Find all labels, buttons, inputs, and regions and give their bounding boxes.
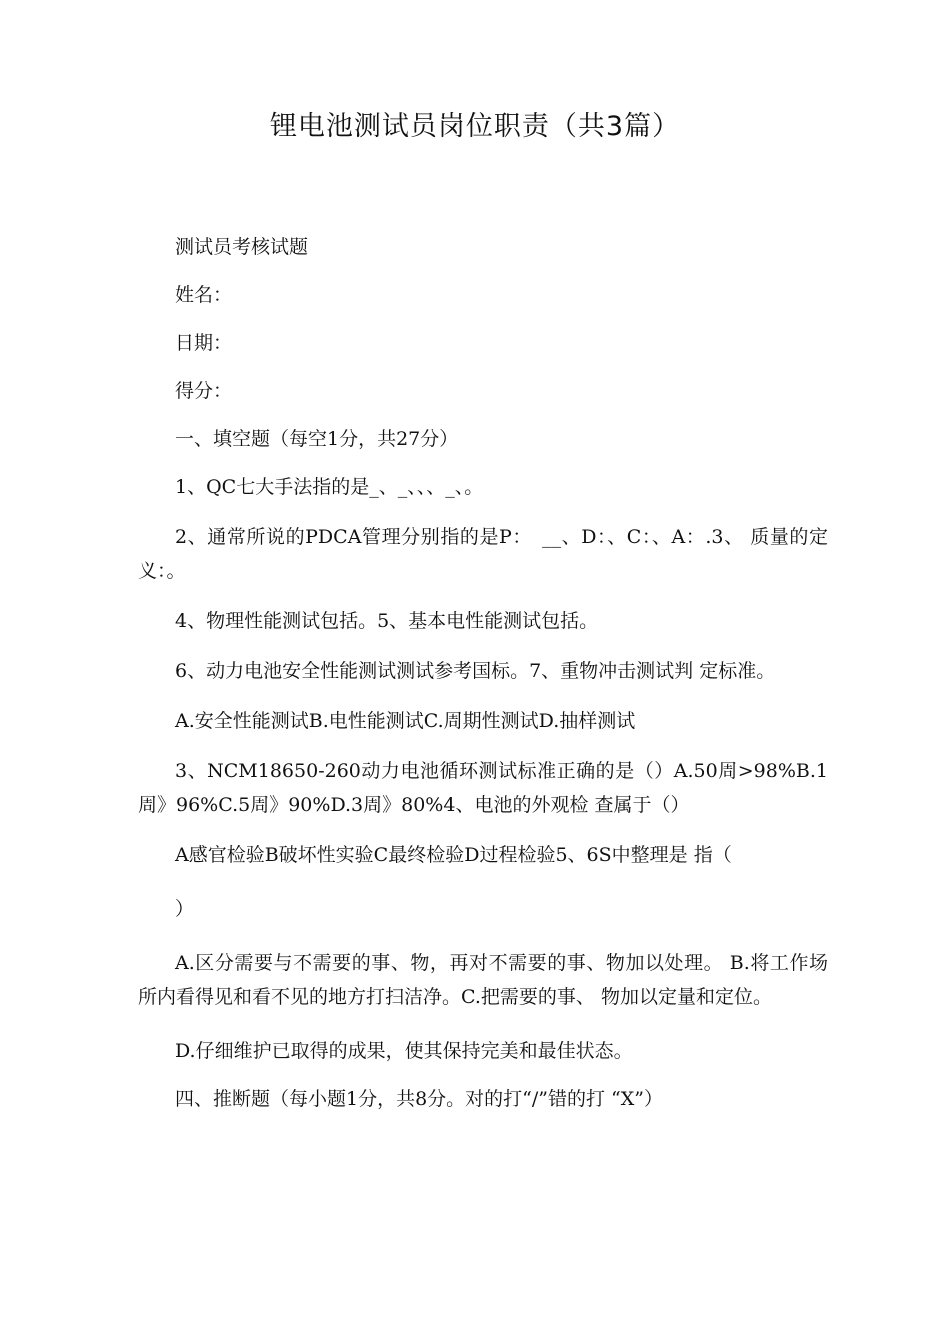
paragraph-question-4-5: 4、物理性能测试包括。5、基本电性能测试包括。 (175, 610, 599, 632)
document-body (138, 230, 828, 1116)
paragraph-options-a: A.安全性能测试B.电性能测试C.周期性测试D.抽样测试 (175, 710, 636, 732)
paragraph-bracket: ） (175, 898, 195, 920)
document-title: 锂电池测试员岗位职责（共3篇） (269, 111, 681, 142)
paragraph-name-field: 姓名： (175, 284, 233, 306)
paragraph-question-6-7: 6、动力电池安全性能测试测试参考国标。7、重物冲击测试判 定标准。 (175, 660, 776, 682)
paragraph-section-judgement: 四、推断题（每小题1分，共8分。对的打“/”错的打 “X”） (175, 1088, 663, 1110)
paragraph-choice-3-4: 3、NCM18650-260动力电池循环测试标准正确的是（）A.50周>98%B.1周》96%C.5周》90%D.3周》80%4、电池的外观检 查属于（） (138, 760, 828, 816)
paragraph-option-d: D.仔细维护已取得的成果，使其保持完美和最佳状态。 (175, 1040, 633, 1062)
paragraph-section-fill-blank: 一、填空题（每空1分，共27分） (175, 428, 459, 450)
paragraph-exam-heading: 测试员考核试题 (175, 236, 309, 258)
paragraph-options-6s: A.区分需要与不需要的事、物，再对不需要的事、物加以处理。 B.将工作场所内看得见和看不见的地方打扫洁净。C.把需要的事、 物加以定量和定位。 (138, 952, 828, 1008)
paragraph-question-2-3: 2、通常所说的PDCA管理分别指的是P： __、D：、C：、A：.3、 质量的定义：。 (138, 526, 828, 582)
paragraph-score-field: 得分： (175, 380, 233, 402)
paragraph-question-1: 1、QC七大手法指的是_、_、、、_、。 (175, 476, 484, 498)
paragraph-choice-4-5: A感官检验B破坏性实验C最终检验D过程检验5、6S中整理是 指（ (175, 844, 732, 866)
paragraph-date-field: 日期： (175, 332, 233, 354)
